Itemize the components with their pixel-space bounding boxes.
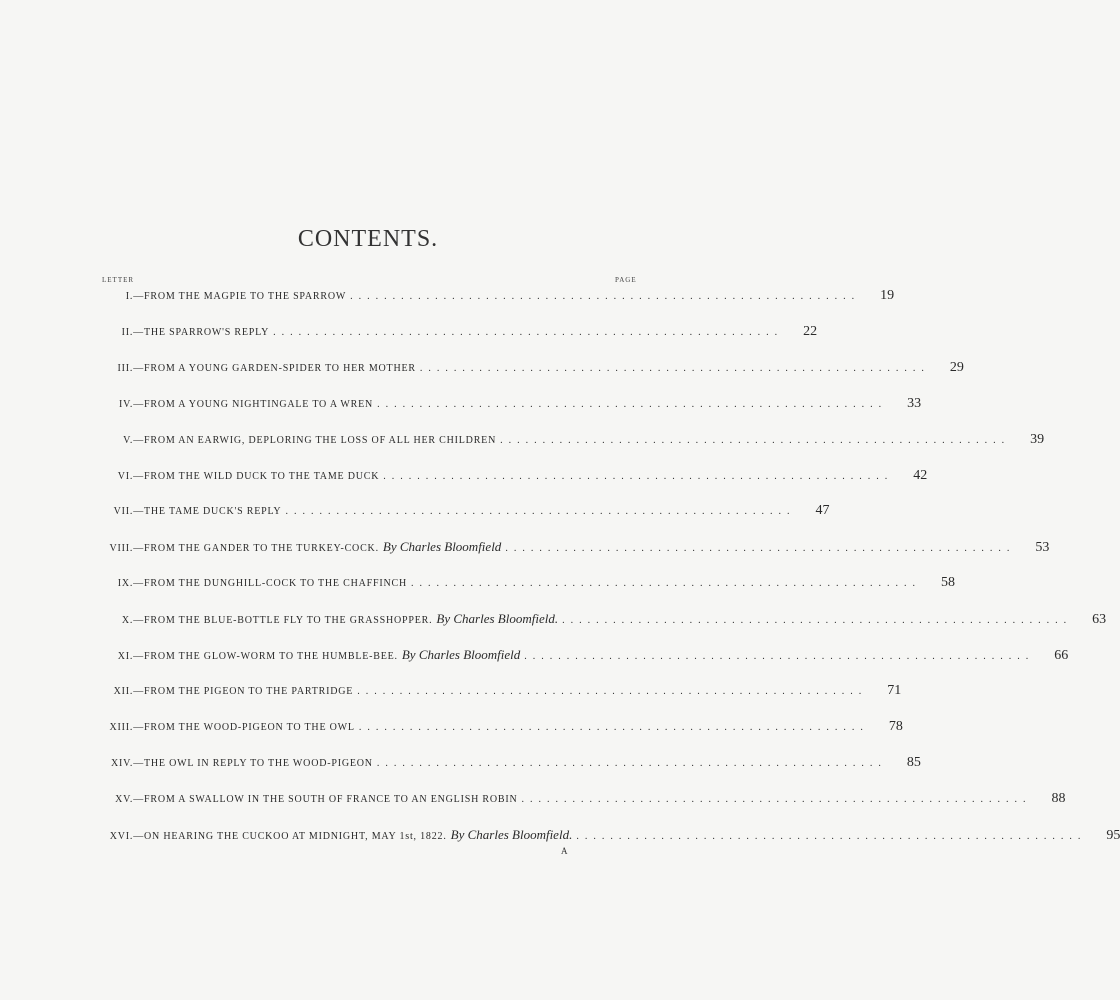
letter-number: X.— [121, 615, 144, 627]
toc-entry [96, 718, 903, 739]
dot-leader: ............................................................ [419, 362, 930, 374]
page-number: 66 [1054, 648, 1069, 663]
toc-entry [96, 431, 1045, 452]
letter-author: By Charles Bloomfield [401, 647, 521, 662]
page-number: 29 [949, 359, 964, 375]
dot-leader: ............................................................ [350, 291, 861, 302]
letter-number: IV.— [119, 398, 144, 410]
dot-leader: ............................................................ [521, 793, 1032, 805]
letter-title: FROM THE DUNGHILL-COCK TO THE CHAFFINCH [144, 578, 407, 590]
dot-leader: ............................................................ [524, 651, 1035, 662]
letter-author: By Charles Bloomfield [382, 539, 502, 555]
dot-leader: ............................................................ [383, 470, 894, 482]
letter-number: VII.— [113, 506, 144, 518]
dot-leader: ............................................................ [576, 830, 1087, 842]
dot-leader: ............................................................ [285, 506, 796, 518]
toc-entry [96, 790, 1066, 811]
dot-leader: ............................................................ [357, 685, 868, 697]
letter-number: III.— [117, 362, 144, 374]
page-title: CONTENTS. [297, 226, 439, 252]
letter-title: FROM THE BLUE-BOTTLE FLY TO THE GRASSHOPPER. By Charles Bloomfield. [144, 611, 559, 627]
toc-entry [96, 359, 964, 380]
toc-entry [96, 539, 1050, 559]
letter-title: FROM AN EARWIG, DEPLORING THE LOSS OF ALL HER CHILDREN [144, 434, 497, 446]
toc-entry [96, 288, 895, 308]
letter-number: II.— [121, 326, 144, 338]
letter-title: ON HEARING THE CUCKOO AT MIDNIGHT, MAY 1st, 1822. By Charles Bloomfield. [144, 826, 573, 842]
toc-entry [96, 467, 928, 488]
letter-title: FROM THE WILD DUCK TO THE TAME DUCK [144, 470, 380, 482]
page-number: 33 [907, 395, 922, 411]
page-number: 19 [880, 288, 895, 303]
letter-number: XVI.— [109, 830, 144, 842]
letter-number: XIV.— [111, 757, 144, 769]
dot-leader: ............................................................ [562, 615, 1073, 627]
toc-entry [96, 503, 830, 523]
page-number: 88 [1051, 790, 1066, 806]
letter-author: By Charles Bloomfield. [450, 826, 573, 842]
letter-column-header: LETTER [102, 276, 135, 284]
dot-leader: ............................................................ [358, 721, 869, 733]
letter-title: THE TAME DUCK'S REPLY [144, 506, 282, 518]
letter-title: FROM THE GLOW-WORM TO THE HUMBLE-BEE. By Charles Bloomfield [144, 647, 521, 662]
letter-number: VI.— [117, 470, 144, 482]
letter-number: I.— [125, 291, 144, 302]
dot-leader: ............................................................ [376, 757, 887, 769]
letter-number: VIII.— [109, 543, 144, 555]
letter-number: XI.— [117, 651, 144, 662]
letter-number: V.— [123, 434, 144, 446]
toc-entry [96, 575, 955, 595]
letter-number: XV.— [115, 793, 144, 805]
toc-entry [96, 647, 1069, 667]
toc-entry [96, 682, 902, 703]
dot-leader: ............................................................ [273, 326, 784, 338]
toc-entry [96, 826, 1120, 847]
page-number: 63 [1092, 612, 1107, 628]
page-number: 71 [887, 682, 902, 698]
letter-title: FROM THE WOOD-PIGEON TO THE OWL [144, 721, 355, 733]
letter-number: XII.— [113, 685, 144, 697]
letter-title: FROM A YOUNG GARDEN-SPIDER TO HER MOTHER [144, 362, 416, 374]
toc-entry [96, 611, 1107, 631]
page-number: 42 [913, 467, 928, 483]
letter-title: FROM A SWALLOW IN THE SOUTH OF FRANCE TO AN ENGLISH ROBIN [144, 793, 518, 805]
page-number: 95 [1106, 827, 1120, 843]
page-column-header: PAGE [615, 276, 637, 284]
dot-leader: ............................................................ [410, 578, 921, 590]
letter-title: THE OWL IN REPLY TO THE WOOD-PIGEON [144, 757, 373, 769]
page-number: 85 [906, 754, 921, 770]
letter-number: IX.— [117, 578, 144, 590]
letter-title: THE SPARROW'S REPLY [144, 326, 270, 338]
toc-entry [96, 395, 922, 416]
dot-leader: ............................................................ [500, 434, 1011, 446]
letter-title: FROM THE MAGPIE TO THE SPARROW [144, 291, 347, 302]
dot-leader: ............................................................ [505, 543, 1016, 555]
letter-title: FROM THE PIGEON TO THE PARTRIDGE [144, 685, 354, 697]
letter-title: FROM A YOUNG NIGHTINGALE TO A WREN [144, 398, 374, 410]
page-number: 78 [888, 718, 903, 734]
toc-entry [96, 323, 818, 344]
page-number: 53 [1035, 540, 1050, 556]
toc-entry [96, 754, 921, 775]
dot-leader: ............................................................ [377, 398, 888, 410]
signature-mark: A [561, 846, 568, 856]
page-number: 47 [815, 503, 830, 519]
letter-number: XIII.— [109, 721, 144, 733]
letter-title: FROM THE GANDER TO THE TURKEY-COCK. By Charles Bloomfield [144, 539, 502, 555]
page-number: 22 [803, 323, 818, 339]
page-number: 39 [1030, 431, 1045, 447]
letter-author: By Charles Bloomfield. [436, 611, 559, 627]
page-number: 58 [940, 575, 955, 591]
